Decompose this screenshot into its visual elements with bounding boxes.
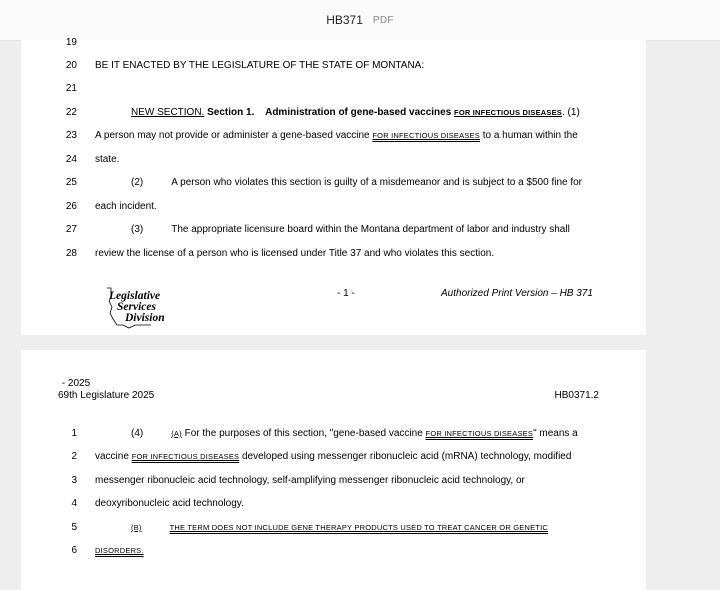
section-title: Section 1. Administration of gene-based vaccines (207, 107, 452, 118)
new-section-label: NEW SECTION. (131, 107, 205, 118)
line-1: 1 (4) (A) For the purposes of this section, "gene-based vaccine FOR INFECTIOUS DISEASES" means a (71, 428, 578, 439)
legislative-services-logo: Legislative Services Division (101, 285, 191, 333)
line-25: 25 (2) A person who violates this section is guilty of a misdemeanor and is subject to a $500 fine for (65, 177, 583, 188)
file-name: HB371 (326, 13, 363, 27)
amendment-text: FOR INFECTIOUS DISEASES (131, 452, 240, 461)
line-2: 2 vaccine FOR INFECTIOUS DISEASES developed using messenger ribonucleic acid (mRNA) technology, modified (71, 451, 572, 462)
enacting-clause: BE IT ENACTED BY THE LEGISLATURE OF THE STATE OF MONTANA: (95, 60, 425, 71)
amendment-text: FOR INFECTIOUS DISEASES (425, 429, 534, 438)
line-21: 21 (65, 83, 77, 94)
line-26: 26 each incident. (65, 201, 157, 212)
authorized-version-label: Authorized Print Version – HB 371 (441, 288, 593, 299)
line-23: 23 A person may not provide or administer a gene-based vaccine FOR INFECTIOUS DISEASES to a human within the (65, 130, 578, 141)
document-page-1 (21, 37, 646, 335)
line-3: 3 messenger ribonucleic acid technology, self-amplifying messenger ribonucleic acid technology, or (71, 475, 525, 486)
header-legislature: 69th Legislature 2025 (58, 390, 155, 401)
line-24: 24 state. (65, 154, 120, 165)
amendment-text: THE TERM DOES NOT INCLUDE GENE THERAPY PRODUCTS USED TO TREAT CANCER OR GENETIC (169, 523, 548, 532)
line-4: 4 deoxyribonucleic acid technology. (71, 498, 244, 509)
line-5: 5 (B) THE TERM DOES NOT INCLUDE GENE THERAPY PRODUCTS USED TO TREAT CANCER OR GENETIC (71, 522, 548, 533)
line-27: 27 (3) The appropriate licensure board within the Montana department of labor and industry shall (65, 224, 570, 235)
line-6: 6 DISORDERS. (71, 545, 144, 556)
amendment-text: FOR INFECTIOUS DISEASES (454, 108, 562, 117)
amendment-text: DISORDERS. (95, 546, 144, 555)
file-type-label: PDF (372, 14, 394, 26)
amendment-text: FOR INFECTIOUS DISEASES (372, 131, 480, 140)
line-28: 28 review the license of a person who is licensed under Title 37 and who violates this section. (65, 248, 495, 259)
page-number: - 1 - (337, 288, 355, 299)
line-20: 20 BE IT ENACTED BY THE LEGISLATURE OF THE STATE OF MONTANA: (21, 58, 646, 74)
header-bill-number: HB0371.2 (554, 390, 599, 401)
header-session: - 2025 (59, 378, 91, 389)
line-22: 22 NEW SECTION. Section 1. Administration of gene-based vaccines FOR INFECTIOUS DISEASES. (1) (65, 107, 580, 118)
document-page-2 (21, 350, 646, 590)
line-19: 19 (65, 37, 77, 48)
